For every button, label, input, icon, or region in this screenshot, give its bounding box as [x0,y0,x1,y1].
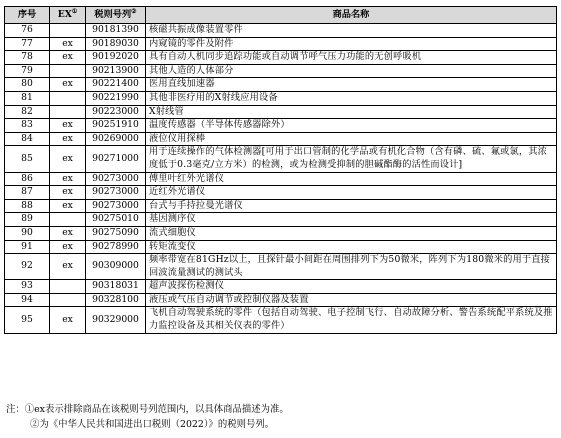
table-row [5,105,557,119]
table-row [5,132,557,146]
cell-code: 90273000 [86,172,146,186]
cell-seq: 94 [5,293,50,307]
cell-name: 傅里叶红外光谱仪 [146,172,557,186]
cell-name: 频率带宽在81GHz以上，且探针最小间距在周围排列下为50微米，阵列下为180微米的用于直接回波流量测试的测试头 [146,254,557,280]
cell-ex [50,91,86,105]
cell-code: 90251910 [86,119,146,133]
cell-seq: 88 [5,199,50,213]
cell-code: 90275010 [86,213,146,227]
cell-seq: 76 [5,24,50,38]
cell-ex: ex [50,172,86,186]
cell-seq: 89 [5,213,50,227]
table-row [5,280,557,294]
table-row [5,64,557,78]
cell-name: X射线管 [146,105,557,119]
cell-code: 90329000 [86,307,146,333]
tariff-table-container [4,6,556,334]
cell-code: 90328100 [86,293,146,307]
cell-ex: ex [50,186,86,200]
cell-name: 液位仪用探棒 [146,132,557,146]
cell-name: 内窥镜的零件及附件 [146,37,557,51]
cell-seq: 77 [5,37,50,51]
cell-seq: 82 [5,105,50,119]
table-row [5,186,557,200]
cell-ex: ex [50,240,86,254]
cell-code: 90189030 [86,37,146,51]
cell-seq: 78 [5,51,50,65]
cell-code: 90275090 [86,226,146,240]
tariff-table [4,6,557,334]
footnote-2: ②为《中华人民共和国进出口税则（2022）》的税则号列。 [30,419,275,430]
cell-name: 液压或气压自动调节或控制仪器及装置 [146,293,557,307]
table-row [5,293,557,307]
cell-seq: 91 [5,240,50,254]
table-row [5,307,557,333]
cell-ex: ex [50,37,86,51]
cell-seq: 84 [5,132,50,146]
cell-ex: ex [50,254,86,280]
table-row [5,146,557,172]
table-header-row [5,7,557,24]
table-row [5,24,557,38]
table-row [5,199,557,213]
cell-seq: 87 [5,186,50,200]
header-name: 商品名称 [146,7,557,24]
cell-code: 90273000 [86,186,146,200]
cell-seq: 79 [5,64,50,78]
header-code-label: 税则号列 [94,8,132,20]
header-ex-label: EX [57,8,72,20]
table-row [5,254,557,280]
cell-seq: 92 [5,254,50,280]
cell-code: 90213900 [86,64,146,78]
header-ex [50,7,86,24]
cell-ex: ex [50,78,86,92]
header-code-footnote-mark: ② [131,7,137,15]
table-row [5,172,557,186]
table-row [5,240,557,254]
cell-seq: 81 [5,91,50,105]
cell-code: 90192020 [86,51,146,65]
footnote-1: 注：①ex表示排除商品在该税则号列范围内，以具体商品描述为准。 [6,404,289,415]
cell-name: 医用直线加速器 [146,78,557,92]
cell-seq: 95 [5,307,50,333]
cell-name: 台式与手持拉曼光谱仪 [146,199,557,213]
cell-name: 具有自动人机同步追踪功能或自动调节呼气压力功能的无创呼吸机 [146,51,557,65]
cell-name: 核磁共振成像装置零件 [146,24,557,38]
cell-code: 90273000 [86,199,146,213]
header-code [86,7,146,24]
cell-ex: ex [50,51,86,65]
cell-name: 其他人造的人体部分 [146,64,557,78]
cell-ex: ex [50,119,86,133]
cell-ex [50,105,86,119]
cell-name: 超声波探伤检测仪 [146,280,557,294]
cell-name: 温度传感器（半导体传感器除外） [146,119,557,133]
table-row [5,51,557,65]
cell-name: 基因测序仪 [146,213,557,227]
header-ex-footnote-mark: ① [71,7,78,15]
cell-code: 90181390 [86,24,146,38]
cell-seq: 93 [5,280,50,294]
cell-code: 90278990 [86,240,146,254]
table-row [5,78,557,92]
cell-name: 近红外光谱仪 [146,186,557,200]
cell-code: 90221400 [86,78,146,92]
cell-name: 其他非医疗用的X射线应用设备 [146,91,557,105]
cell-seq: 90 [5,226,50,240]
cell-code: 90221990 [86,91,146,105]
cell-ex [50,64,86,78]
header-seq: 序号 [5,7,50,24]
cell-ex: ex [50,307,86,333]
cell-code: 90269000 [86,132,146,146]
footnotes [6,402,289,432]
table-row [5,119,557,133]
table-body [5,24,557,334]
cell-name: 转矩流变仪 [146,240,557,254]
cell-seq: 85 [5,146,50,172]
cell-ex: ex [50,132,86,146]
table-row [5,91,557,105]
cell-ex: ex [50,226,86,240]
cell-name: 流式细胞仪 [146,226,557,240]
cell-ex [50,293,86,307]
cell-ex: ex [50,146,86,172]
cell-ex [50,280,86,294]
cell-ex: ex [50,199,86,213]
cell-name: 飞机自动驾驶系统的零件（包括自动驾驶、电子控制飞行、自动故障分析、警告系统配平系统及推力监控设备及其相关仪表的零件） [146,307,557,333]
cell-ex [50,24,86,38]
table-row [5,226,557,240]
cell-code: 90223000 [86,105,146,119]
table-row [5,37,557,51]
cell-name: 用于连续操作的气体检测器[可用于出口管制的化学品或有机化合物（含有磷、硫、氟或氯，其浓度低于0.3毫克/立方米）的检测，或为检测受抑制的胆碱酯酶的活性而设计] [146,146,557,172]
table-row [5,213,557,227]
cell-code: 90271000 [86,146,146,172]
cell-seq: 80 [5,78,50,92]
cell-code: 90309000 [86,254,146,280]
cell-seq: 86 [5,172,50,186]
cell-seq: 83 [5,119,50,133]
cell-code: 90318031 [86,280,146,294]
cell-ex [50,213,86,227]
